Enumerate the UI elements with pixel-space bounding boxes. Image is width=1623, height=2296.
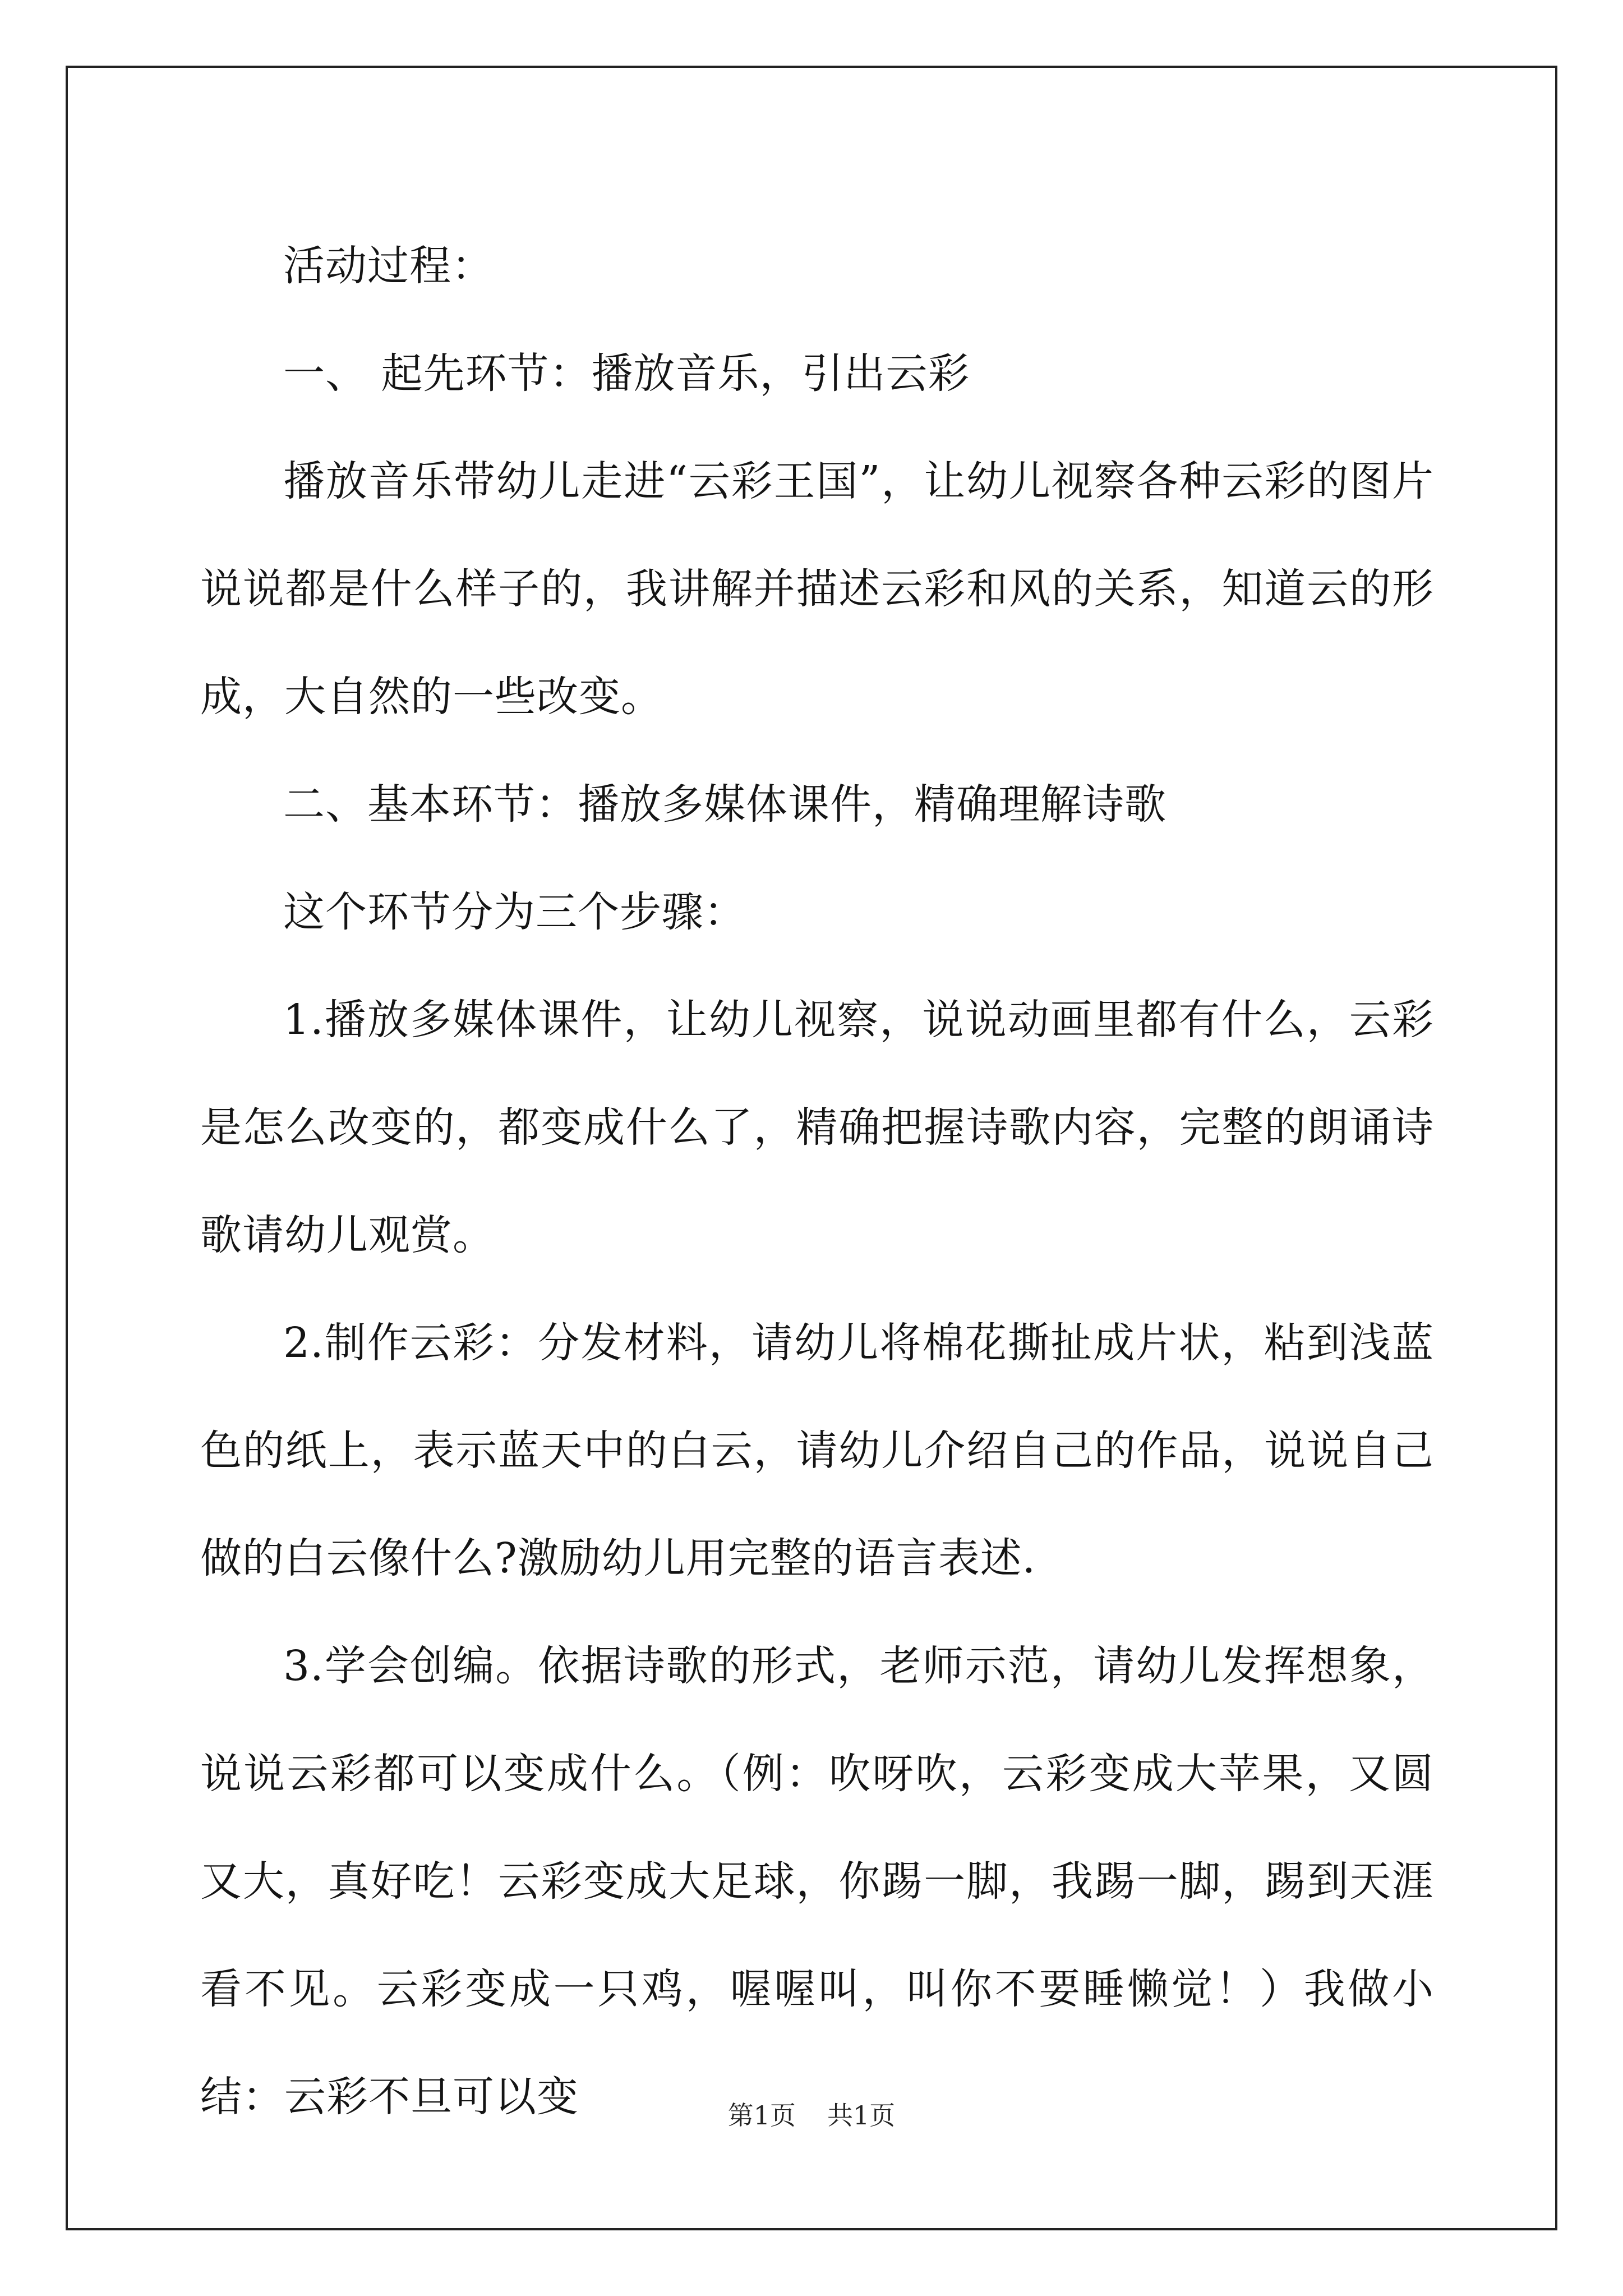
paragraph-section-one: 一、 起先环节：播放音乐，引出云彩 — [283, 349, 970, 398]
page-footer — [0, 2095, 1623, 2132]
page-number-total: 共1页 — [827, 2100, 896, 2131]
paragraph-step-two: 2.制作云彩：分发材料，请幼儿将棉花撕扯成片状，粘到浅蓝色的纸上，表示蓝天中的白云，请幼儿介绍自己的作品，说说自己做的白云像什么?激励幼儿用完整的语言表述. — [200, 1319, 1434, 1582]
paragraph-heading-process: 活动过程： — [283, 242, 494, 290]
page-number-current: 第1页 — [727, 2100, 796, 2131]
document-body — [200, 212, 1434, 2151]
paragraph-step-three: 3.学会创编。依据诗歌的形式，老师示范，请幼儿发挥想象，说说云彩都可以变成什么。（例：吹呀吹，云彩变成大苹果，又圆又大，真好吃！云彩变成大足球，你踢一脚，我踢一脚，踢到天涯看不见。云彩变成一只鸡，喔喔叫，叫你不要睡懒觉！）我做小结：云彩不旦可以变 — [200, 1642, 1434, 2121]
paragraph-steps-intro: 这个环节分为三个步骤： — [283, 888, 746, 936]
paragraph-step-one: 1.播放多媒体课件，让幼儿视察，说说动画里都有什么，云彩是怎么改变的，都变成什么了，精确把握诗歌内容，完整的朗诵诗歌请幼儿观赏。 — [200, 996, 1434, 1259]
paragraph-section-two: 二、基本环节：播放多媒体课件，精确理解诗歌 — [283, 780, 1166, 829]
paragraph-music-intro: 播放音乐带幼儿走进“云彩王国”，让幼儿视察各种云彩的图片说说都是什么样子的，我讲解并描述云彩和风的关系，知道云的形成，大自然的一些改变。 — [200, 457, 1434, 721]
